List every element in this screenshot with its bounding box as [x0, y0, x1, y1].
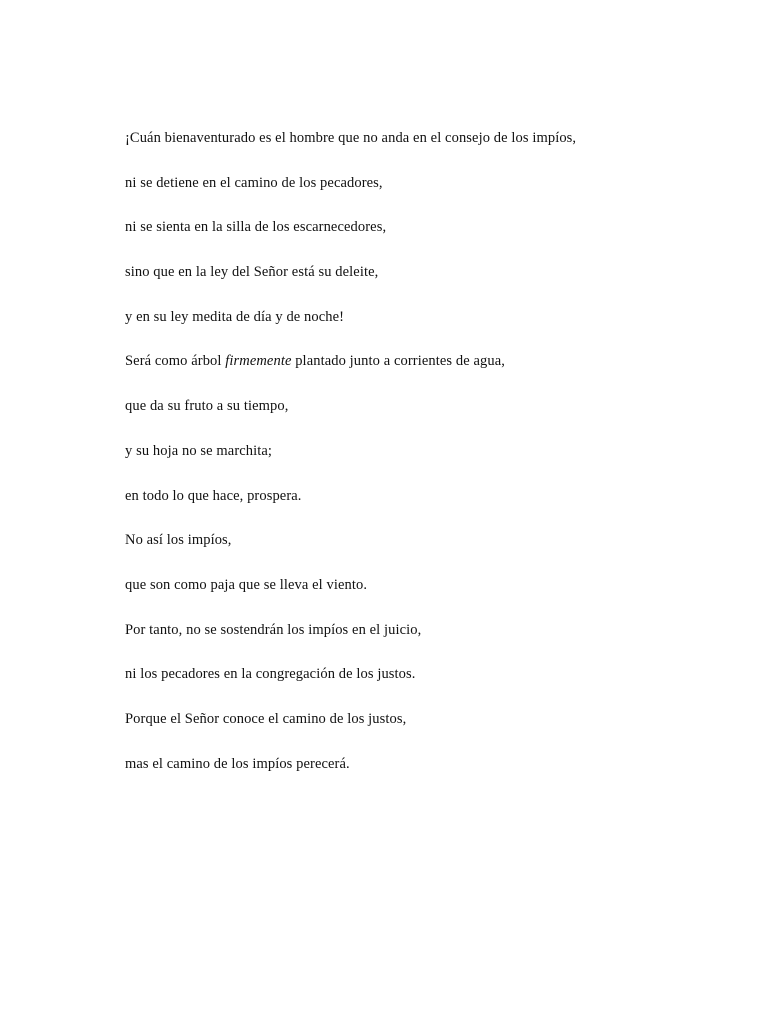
verse-line: No así los impíos,: [125, 532, 232, 549]
verse-text-segment: plantado junto a corrientes de agua,: [291, 353, 505, 370]
verse-line: ni los pecadores en la congregación de los justos.: [125, 666, 416, 683]
psalm-text: [125, 128, 745, 798]
verse-line: ¡Cuán bienaventurado es el hombre que no anda en el consejo de los impíos,: [125, 130, 577, 146]
verse-line: que son como paja que se lleva el viento.: [125, 576, 368, 593]
verse-line: Por tanto, no se sostendrán los impíos en el juicio,: [125, 621, 422, 638]
verse-line: y su hoja no se marchita;: [125, 442, 273, 459]
verse-text-segment: Será como árbol: [125, 353, 226, 370]
verse-line: en todo lo que hace, prospera.: [125, 487, 302, 504]
italic-word: firmemente: [225, 353, 292, 370]
verse-line: ni se sienta en la silla de los escarnecedores,: [125, 219, 387, 236]
verse-line: [125, 351, 745, 371]
verse-line: Porque el Señor conoce el camino de los justos,: [125, 710, 407, 727]
verse-line: y en su ley medita de día y de noche!: [125, 308, 345, 325]
verse-line: ni se detiene en el camino de los pecadores,: [125, 174, 383, 191]
verse-line: mas el camino de los impíos perecerá.: [125, 755, 350, 772]
verse-line: sino que en la ley del Señor está su deleite,: [125, 264, 379, 281]
verse-line: que da su fruto a su tiempo,: [125, 398, 289, 415]
